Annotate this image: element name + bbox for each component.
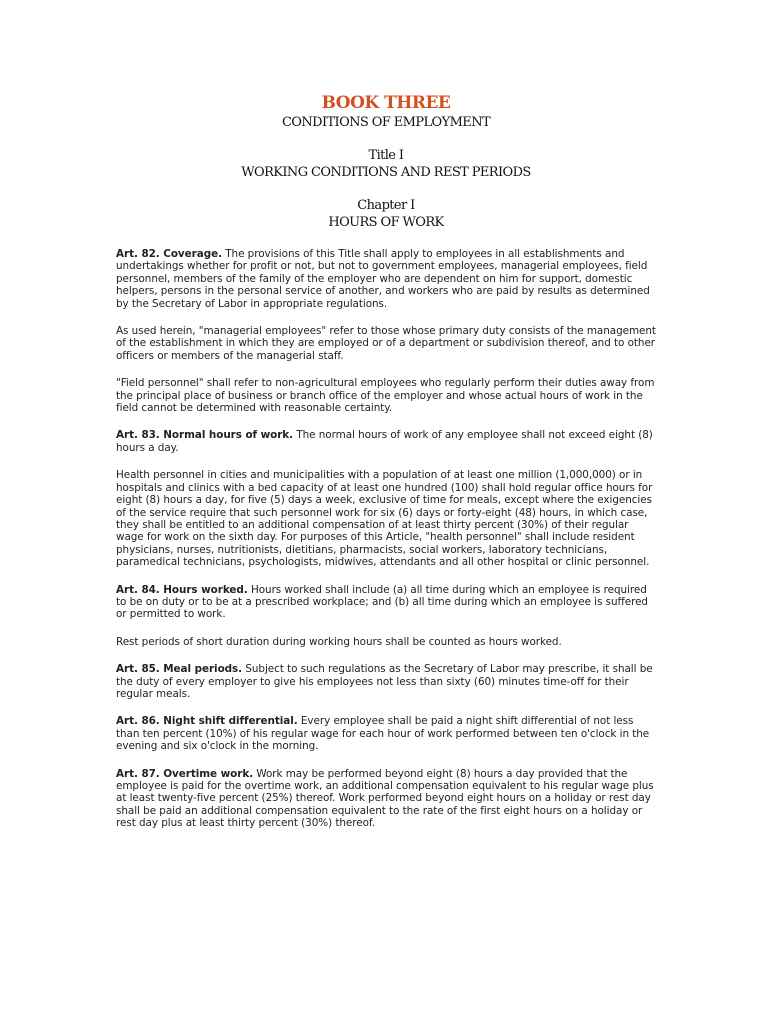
title-name: WORKING CONDITIONS AND REST PERIODS xyxy=(241,165,531,180)
paragraph-text: Rest periods of short duration during working hours shall be counted as hours worked. xyxy=(116,635,562,648)
paragraph-text: The provisions of this Title shall apply to employees in all establishments and undertakings whether for profit or not, but not to government employees, managerial employees, field personnel, members of the family of the employer who are dependent on him for support, domestic helpers, persons in the personal service of another, and workers who are paid by results as determined by the Secretary of Labor in appropriate regulations. xyxy=(116,248,650,310)
chapter-name: HOURS OF WORK xyxy=(328,215,444,230)
paragraph-text: "Field personnel" shall refer to non-agricultural employees who regularly perform their duties away from the principal place of business or branch office of the employer and whose actual hours of work in the field cannot be determined with reasonable certainty. xyxy=(116,377,655,415)
paragraph-art-82 xyxy=(116,248,656,310)
article-label: Art. 87. Overtime work. xyxy=(116,767,254,780)
document-header xyxy=(116,92,656,231)
document-body xyxy=(116,248,656,830)
article-label: Art. 84. Hours worked. xyxy=(116,583,248,596)
chapter-number: Chapter I xyxy=(357,198,415,213)
paragraph-health-personnel xyxy=(116,469,656,568)
book-title: BOOK THREE xyxy=(321,93,451,113)
paragraph-text: Hours worked shall include (a) all time during which an employee is required to be on duty or to be at a prescribed workplace; and (b) all time during which an employee is suffered or permitted to work. xyxy=(116,583,648,621)
article-label: Art. 83. Normal hours of work. xyxy=(116,429,294,442)
article-label: Art. 82. Coverage. xyxy=(116,248,222,260)
paragraph-art-86 xyxy=(116,715,656,752)
title-number: Title I xyxy=(368,148,404,163)
document-page xyxy=(116,92,656,845)
paragraph-art-83 xyxy=(116,429,656,454)
paragraph-art-87 xyxy=(116,768,656,830)
article-label: Art. 86. Night shift differential. xyxy=(116,715,298,728)
book-subtitle: CONDITIONS OF EMPLOYMENT xyxy=(281,115,491,130)
paragraph-text: Every employee shall be paid a night shift differential of not less than ten percent (10%) of his regular wage for each hour of work performed between ten o'clock in the evening and six o'clock in the morning. xyxy=(116,715,650,753)
paragraph-text: Health personnel in cities and municipalities with a population of at least one million (1,000,000) or in hospitals and clinics with a bed capacity of at least one hundred (100) shall hold regular office hours for eight (8) hours a day, for five (5) days a week, exclusive of time for meals, except where the exigencies of the service require that such personnel work for six (6) days or forty-eight (48) hours, in which case, they shall be entitled to an additional compensation of at least thirty percent (30%) of their regular wage for work on the sixth day. For purposes of this Article, "health personnel" shall include resident physicians, nurses, nutritionists, dietitians, pharmacists, social workers, laboratory technicians, paramedical technicians, psychologists, midwives, attendants and all other hospital or clinic personnel. xyxy=(116,469,653,569)
paragraph-rest-periods xyxy=(116,636,656,648)
paragraph-text: As used herein, "managerial employees" refer to those whose primary duty consists of the management of the establishment in which they are employed or of a department or subdivision thereof, and to other officers or members of the managerial staff. xyxy=(116,325,656,362)
paragraph-text: Subject to such regulations as the Secretary of Labor may prescribe, it shall be the duty of every employer to give his employees not less than sixty (60) minutes time-off for their regular meals. xyxy=(116,663,653,700)
paragraph-managerial xyxy=(116,325,656,362)
article-label: Art. 85. Meal periods. xyxy=(116,663,243,676)
paragraph-art-84 xyxy=(116,584,656,621)
paragraph-field-personnel xyxy=(116,377,656,414)
paragraph-text: Work may be performed beyond eight (8) hours a day provided that the employee is paid for the overtime work, an additional compensation equivalent to his regular wage plus at least twenty-five percent (25%) thereof. Work performed beyond eight hours on a holiday or rest day shall be paid an additional compensation equivalent to the rate of the first eight hours on a holiday or rest day plus at least thirty percent (30%) thereof. xyxy=(116,767,654,830)
paragraph-text: The normal hours of work of any employee shall not exceed eight (8) hours a day. xyxy=(116,429,653,454)
paragraph-art-85 xyxy=(116,663,656,700)
